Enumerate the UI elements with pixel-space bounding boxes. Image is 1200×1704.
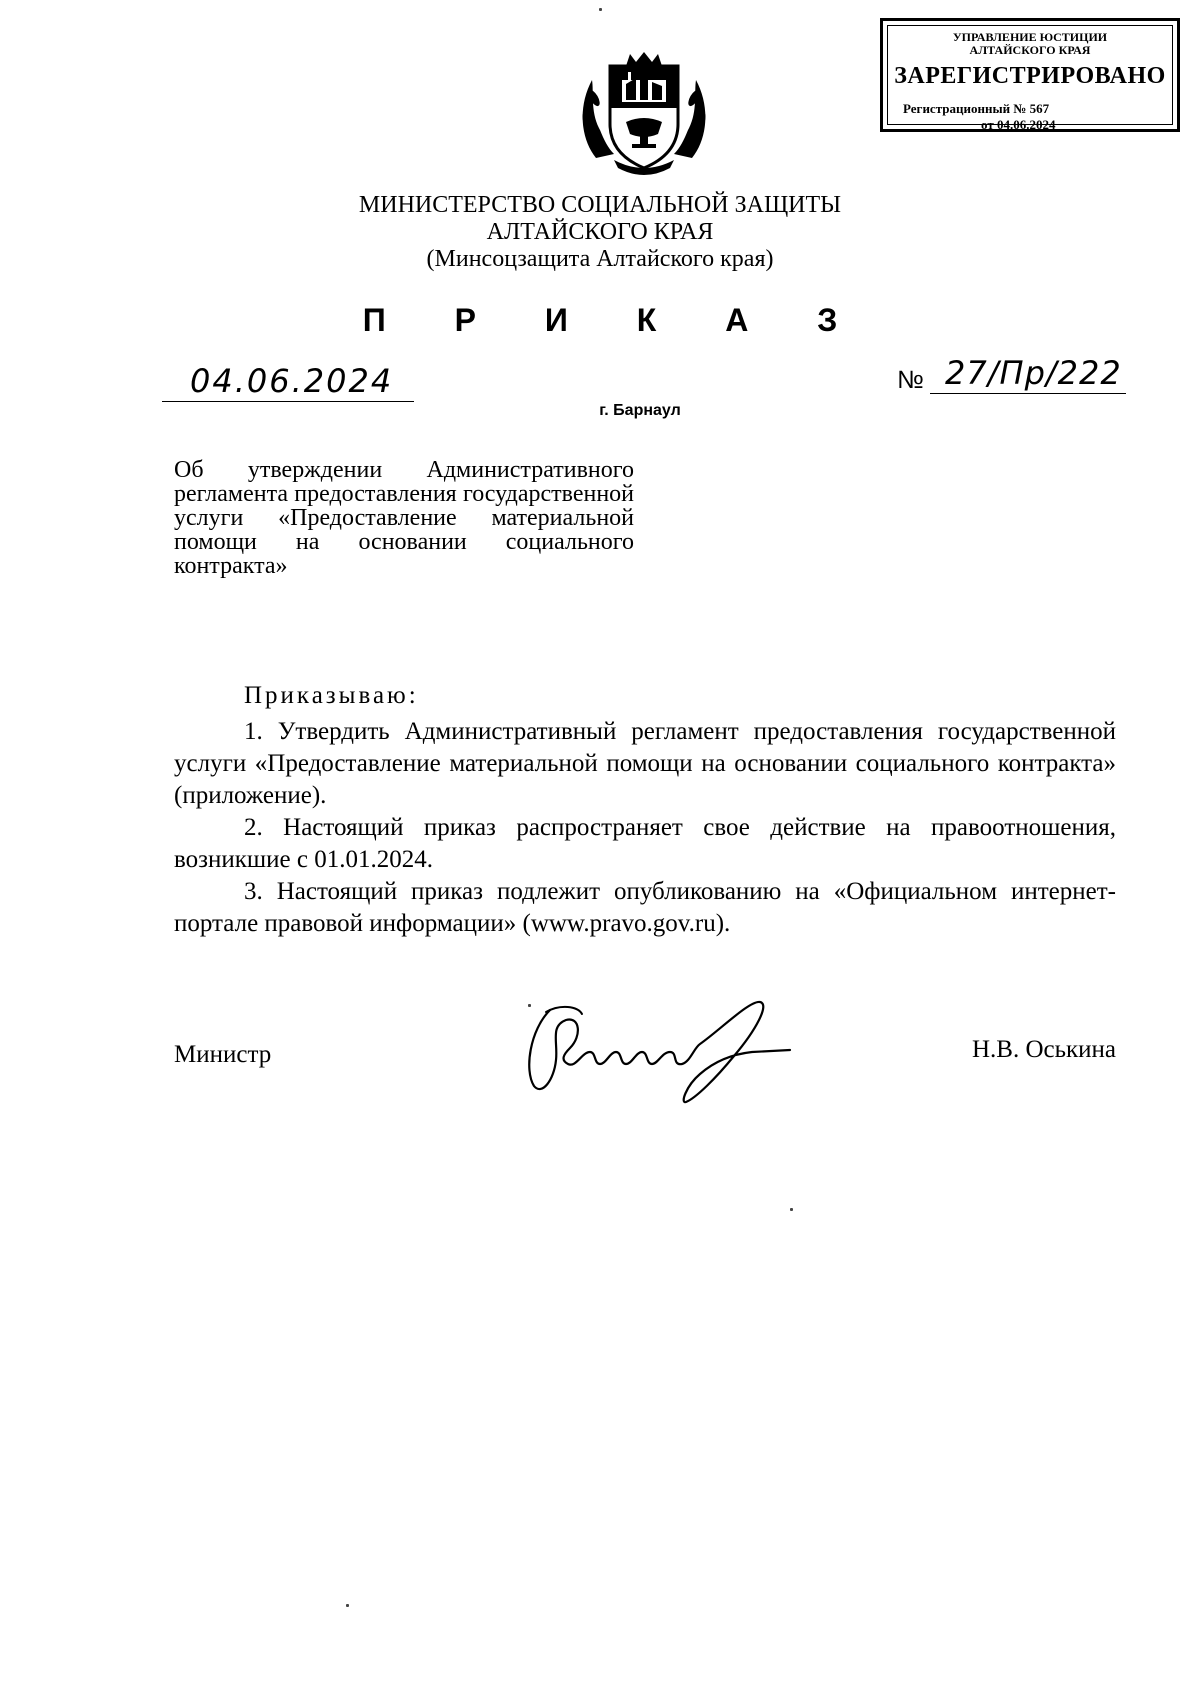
number-underline	[930, 393, 1126, 394]
order-paragraph-2: 2. Настоящий приказ распространяет свое действие на правоотношения, возникшие с 01.01.2024.	[174, 814, 1116, 873]
scan-speck	[599, 8, 602, 11]
stamp-organization	[883, 31, 1177, 57]
signatory-name: Н.В. Оськина	[971, 1036, 1116, 1063]
stamp-org-line1: УПРАВЛЕНИЕ ЮСТИЦИИ	[952, 30, 1108, 44]
order-paragraph-1: 1. Утвердить Административный регламент предоставления государственной услуги «Предоставление материальной помощи на основании социального контракта» (приложение).	[174, 718, 1116, 809]
stamp-reg-date: от 04.06.2024	[981, 117, 1056, 132]
number-sign: №	[897, 366, 924, 394]
document-body	[174, 682, 1116, 940]
scan-speck	[790, 1208, 793, 1211]
handwritten-signature-icon	[520, 990, 810, 1110]
stamp-reg-number: Регистрационный № 567	[903, 101, 1050, 116]
coat-of-arms-icon	[574, 50, 714, 182]
signatory-position: Министр	[174, 1041, 272, 1068]
document-number: 27/Пр/222	[945, 354, 1122, 392]
document-city: г. Барнаул	[599, 402, 681, 419]
document-subject: Об утверждении Административного регламента предоставления государственной услуги «Предоставление материальной помощи на основании социального контракта»	[174, 457, 634, 579]
scan-speck	[528, 1004, 531, 1007]
ministry-name-line2: АЛТАЙСКОГО КРАЯ	[486, 219, 714, 245]
stamp-title: ЗАРЕГИСТРИРОВАНО	[894, 63, 1166, 89]
order-paragraph-3: 3. Настоящий приказ подлежит опубликованию на «Официальном интернет-портале правовой информации» (www.pravo.gov.ru).	[174, 878, 1116, 937]
registration-stamp	[880, 18, 1180, 132]
date-underline	[162, 401, 414, 402]
order-lead: Приказываю:	[244, 682, 419, 709]
ministry-name-line1: МИНИСТЕРСТВО СОЦИАЛЬНОЙ ЗАЩИТЫ	[358, 192, 842, 218]
scan-speck	[346, 1604, 349, 1607]
document-type: П Р И К А З	[362, 302, 868, 338]
document-date: 04.06.2024	[190, 362, 394, 400]
stamp-org-line2: АЛТАЙСКОГО КРАЯ	[969, 43, 1091, 57]
ministry-short-name: (Минсоцзащита Алтайского края)	[426, 246, 774, 272]
